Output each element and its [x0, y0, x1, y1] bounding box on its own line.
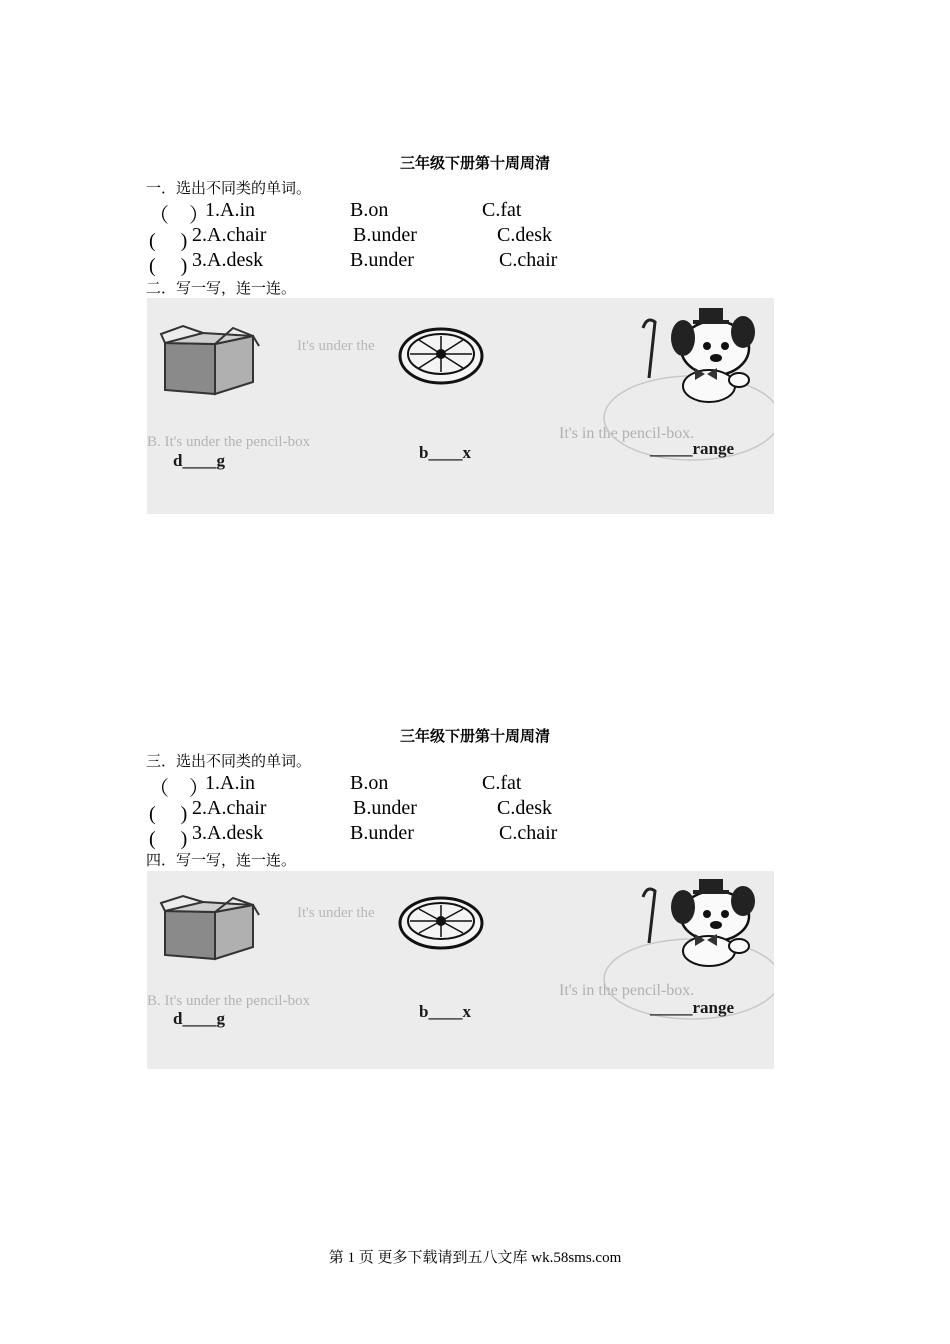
option-b: B.under — [350, 822, 414, 844]
word-prompt-box: b____x — [419, 1002, 471, 1021]
option-a: 3.A.desk — [192, 249, 264, 271]
bg-text: It's in the pencil-box. — [559, 425, 695, 442]
section-heading-choose: 一．选出不同类的单词。 — [146, 181, 312, 197]
word-prompt-orange: _____range — [650, 998, 735, 1017]
question-row — [146, 199, 746, 227]
section-heading-choose: 三．选出不同类的单词。 — [146, 754, 312, 770]
worksheet-title: 三年级下册第十周周清 — [399, 729, 550, 745]
answer-blank[interactable]: （ ） — [149, 778, 209, 800]
question-row — [146, 772, 746, 800]
option-c: C.desk — [497, 224, 552, 246]
option-b: B.under — [353, 224, 417, 246]
answer-blank[interactable]: ( ) — [149, 828, 188, 850]
section-heading-write: 二．写一写，连一连。 — [146, 281, 297, 297]
option-c: C.fat — [482, 199, 522, 221]
answer-blank[interactable]: ( ) — [149, 255, 188, 277]
box-icon — [161, 896, 259, 959]
word-prompt-orange: _____range — [650, 439, 735, 458]
option-c: C.chair — [499, 822, 558, 844]
page-footer: 第 1 页 更多下载请到五八文库 wk.58sms.com — [328, 1250, 622, 1266]
worksheet-title: 三年级下册第十周周清 — [399, 156, 550, 172]
word-prompt-dog: d____g — [173, 1009, 225, 1028]
answer-blank[interactable]: （ ） — [149, 205, 209, 227]
answer-blank[interactable]: ( ) — [149, 803, 188, 825]
bg-text: B. It's under the pencil-box — [147, 434, 311, 450]
option-b: B.under — [350, 249, 414, 271]
worksheet-picture — [147, 871, 774, 1069]
word-prompt-dog: d____g — [173, 451, 225, 470]
option-a: 2.A.chair — [192, 797, 267, 819]
option-c: C.desk — [497, 797, 552, 819]
orange-icon — [400, 329, 482, 383]
option-c: C.fat — [482, 772, 522, 794]
question-row — [146, 224, 746, 252]
bg-text: B. It's under the pencil-box — [147, 993, 311, 1009]
worksheet-picture — [147, 298, 774, 514]
dog-icon — [643, 308, 755, 402]
option-c: C.chair — [499, 249, 558, 271]
option-b: B.on — [350, 199, 389, 221]
bg-text: It's in the pencil-box. — [559, 982, 695, 999]
question-row — [146, 822, 746, 850]
option-a: 1.A.in — [205, 199, 255, 221]
question-row — [146, 249, 746, 277]
question-row — [146, 797, 746, 825]
option-a: 1.A.in — [205, 772, 255, 794]
box-icon — [161, 326, 259, 394]
option-b: B.on — [350, 772, 389, 794]
option-a: 2.A.chair — [192, 224, 267, 246]
answer-blank[interactable]: ( ) — [149, 230, 188, 252]
dog-icon — [643, 879, 755, 966]
bg-text: It's under the — [297, 338, 375, 354]
word-prompt-box: b____x — [419, 443, 471, 462]
option-b: B.under — [353, 797, 417, 819]
option-a: 3.A.desk — [192, 822, 264, 844]
orange-icon — [400, 898, 482, 948]
bg-text: It's under the — [297, 905, 375, 921]
section-heading-write: 四．写一写，连一连。 — [146, 853, 297, 869]
